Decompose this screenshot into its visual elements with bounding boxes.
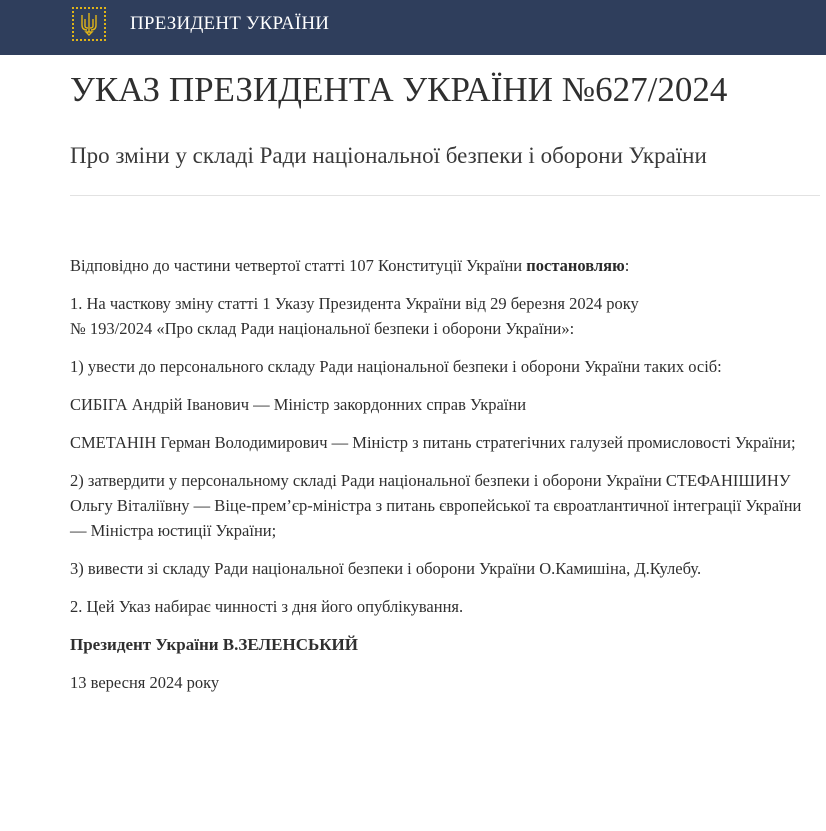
subitem-2-paragraph: 2) затвердити у персональному складі Ради національної безпеки і оборони України СТЕФАНІШИНУ Ольгу Віталіївну — Віце-прем’єр-міністра з питань європейської та євроатлантичної інтеграції України — Міністра юстиції України; <box>70 471 802 540</box>
decree-date: 13 вересня 2024 року <box>70 673 220 692</box>
item-1-paragraph <box>70 291 820 341</box>
preamble-bold: постановляю <box>526 256 625 275</box>
decree-subtitle: Про зміни у складі Ради національної безпеки і оборони України <box>70 143 707 168</box>
preamble-paragraph <box>70 253 820 278</box>
subitem-1-paragraph: 1) увести до персонального складу Ради національної безпеки і оборони України таких осіб: <box>70 357 722 376</box>
decree-title: УКАЗ ПРЕЗИДЕНТА УКРАЇНИ №627/2024 <box>70 70 728 109</box>
site-header <box>0 0 826 55</box>
preamble-tail: : <box>624 256 630 275</box>
signature: Президент України В.ЗЕЛЕНСЬКИЙ <box>70 635 358 654</box>
subitem-3-paragraph: 3) вивести зі складу Ради національної безпеки і оборони України О.Камишіна, Д.Кулебу. <box>70 559 702 578</box>
item-1-line-2: № 193/2024 «Про склад Ради національної безпеки і оборони України»: <box>70 319 575 338</box>
item-1-line-1: 1. На часткову зміну статті 1 Указу Президента України від 29 березня 2024 року <box>70 294 639 313</box>
divider <box>70 195 820 196</box>
site-title[interactable]: ПРЕЗИДЕНТ УКРАЇНИ <box>130 13 330 34</box>
item-2-paragraph: 2. Цей Указ набирає чинності з дня його опублікування. <box>70 597 464 616</box>
decree-body <box>70 253 820 695</box>
decree-content <box>70 55 820 708</box>
person-2-paragraph: СМЕТАНІН Герман Володимирович — Міністр з питань стратегічних галузей промисловості України; <box>70 433 796 452</box>
preamble-text: Відповідно до частини четвертої статті 107 Конституції України <box>70 256 527 275</box>
trident-emblem-icon[interactable] <box>72 7 106 41</box>
person-1-paragraph: СИБІГА Андрій Іванович — Міністр закордонних справ України <box>70 395 527 414</box>
